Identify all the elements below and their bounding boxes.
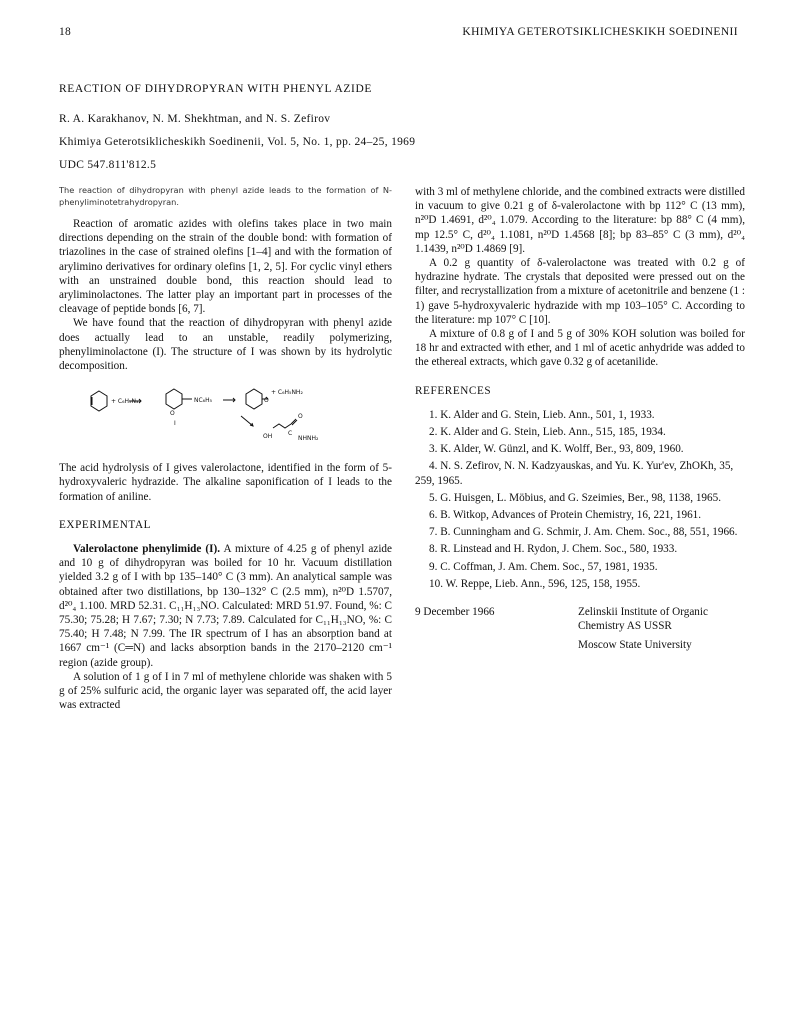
ring-oxygen-label: O — [170, 410, 175, 418]
reference-item: 3. K. Alder, W. Günzl, and K. Wolff, Ber., 93, 809, 1960. — [429, 443, 684, 456]
reference-item: 2. K. Alder and G. Stein, Lieb. Ann., 515, 185, 1934. — [429, 426, 666, 439]
reference-item: 9. C. Coffman, J. Am. Chem. Soc., 57, 1981, 1935. — [429, 560, 658, 573]
reference-item: 6. B. Witkop, Advances of Protein Chemistry, 16, 221, 1961. — [429, 509, 702, 522]
reference-item: 7. B. Cunningham and G. Schmir, J. Am. Chem. Soc., 88, 551, 1966. — [429, 526, 738, 539]
valerolactone-ring — [246, 389, 262, 409]
references-heading: REFERENCES — [415, 384, 492, 397]
compound-name: Valerolactone phenylimide (I). — [73, 543, 221, 556]
reference-item: 1. K. Alder and G. Stein, Lieb. Ann., 501, 1, 1933. — [429, 408, 655, 421]
carbonyl-oxygen-label: O — [264, 397, 269, 405]
reaction-scheme-drawing — [59, 382, 392, 449]
page-number: 18 — [59, 26, 71, 38]
intro-paragraph-1: Reaction of aromatic azides with olefins takes place in two main directions depending on the strain of the double bond: with formation of triazolines in the case of strained olefins [1–4] and with the formation of arylimino derivatives for ordinary olefins [1, 2, 5]. For cyclic vinyl ethers with an unstrained double bond, this reaction should lead to aryliminolactones. The latter play an important part in processes of the cleavage of peptide bonds [6, 7]. — [59, 218, 392, 316]
article-footer — [415, 605, 745, 665]
phenylimino-label: NC₆H₅ — [194, 397, 212, 405]
hydroxyl-label: OH — [263, 433, 273, 441]
hydrolysis-paragraph: The acid hydrolysis of I gives valerolactone, identified in the form of 5-hydroxyvaleric hydrazide. The alkaline saponification of I leads to the formation of aniline. — [59, 462, 392, 503]
intro-paragraph-2: We have found that the reaction of dihydropyran with phenyl azide does actually lead to an unstable, readily polymerizing, phenyliminolactone (I). The structure of I was shown by its hydrolytic decomposition. — [59, 317, 392, 373]
hydrazide-oxygen-label: O — [298, 413, 303, 421]
citation: Khimiya Geterotsiklicheskikh Soedinenii, Vol. 5, No. 1, pp. 24–25, 1969 — [59, 136, 416, 148]
reference-item: 8. R. Linstead and H. Rydon, J. Chem. Soc., 580, 1933. — [429, 543, 678, 556]
reagent-aniline: + C₆H₅NH₂ — [271, 389, 303, 397]
abstract: The reaction of dihydropyran with phenyl azide leads to the formation of N-phenyliminotetrahydropyran. — [59, 185, 392, 207]
reference-item: 10. W. Reppe, Lieb. Ann., 596, 125, 158, 1955. — [429, 577, 641, 590]
hydrazine-group-label: NHNH₂ — [298, 435, 319, 443]
compound-number-label: I — [174, 420, 176, 428]
hydrazide-carbon-label: C — [288, 430, 293, 438]
left-column — [59, 185, 392, 712]
paper-title: REACTION OF DIHYDROPYRAN WITH PHENYL AZIDE — [59, 83, 373, 95]
arrow-3 — [241, 416, 253, 426]
reaction-scheme — [59, 382, 392, 449]
reference-item: 5. G. Huisgen, L. Möbius, and G. Szeimies, Ber., 98, 1138, 1965. — [429, 491, 721, 504]
authors: R. A. Karakhanov, N. M. Shekhtman, and N. S. Zefirov — [59, 113, 331, 125]
affiliations — [578, 605, 748, 658]
imino-lactone-ring — [166, 389, 182, 409]
saponification-paragraph: A mixture of 0.8 g of I and 5 g of 30% KOH solution was boiled for 18 hr and extracted with ether, and 1 ml of acetic anhydride was added to the ethereal extracts, which gave 0.32 g of acetanilide. — [415, 328, 745, 369]
hydrazide-paragraph: A 0.2 g quantity of δ-valerolactone was treated with 0.2 g of hydrazine hydrate. The crystals that deposited were pressed out on the filter, and recrystallization from a mixture of acetonitrile and benzene (1 : 1) gave 5-hydroxyvaleric hydrazide with mp 103–105° C. According to the literature: mp 107° C [10]. — [415, 257, 745, 326]
affiliation-msu: Moscow State University — [578, 639, 692, 652]
reference-item: 4. N. S. Zefirov, N. N. Kadzyauskas, and Yu. K. Yur'ev, ZhOKh, 35, 259, 1965. — [415, 460, 734, 487]
right-column — [415, 185, 745, 665]
continued-paragraph: with 3 ml of methylene chloride, and the combined extracts were distilled in vacuum to give 0.21 g of δ-valerolactone with bp 112° C (13 mm), n²⁰D 1.4691, d²⁰₄ 1.079. According to the literature: bp 88° C (4 mm), mp 12.5° C, d²⁰₄ 1.1081, n²⁰D 1.4568 [8]; bp 83–85° C (3 mm), d²⁰₄ 1.1439, n²⁰D 1.4869 [9]. — [415, 186, 745, 255]
udc-code: UDC 547.811'812.5 — [59, 159, 157, 171]
experimental-paragraph-2: A solution of 1 g of I in 7 ml of methylene chloride was shaken with 5 g of 25% sulfuric acid, the organic layer was separated off, the acid layer was extracted — [59, 670, 392, 712]
dihydropyran-ring — [91, 391, 107, 411]
experimental-heading: EXPERIMENTAL — [59, 518, 152, 531]
experimental-paragraph-1 — [59, 542, 392, 670]
journal-name: KHIMIYA GETEROTSIKLICHESKIKH SOEDINENII — [462, 26, 738, 38]
reagent-phenyl-azide: + C₆H₅N₃ — [111, 398, 139, 406]
references-list — [415, 408, 745, 591]
experimental-paragraph-1-text: A mixture of 4.25 g of phenyl azide and 10 g of dihydropyran was boiled for 10 hr. Vacuum distillation yielded 3.2 g of I with bp 135–140° C (3 mm). An analytical sample was obtained after two distillations, bp 130–132° C (2.5 mm), n²⁰D 1.5707, d²⁰₄ 1.100. MRD 52.31. C₁₁H₁₃NO. Calculated: MRD 51.97. Found, %: C 75.30; 75.28; H 7.67; 7.30; N 7.73; 7.89. Calculated for C₁₁H₁₃NO, %: C 75.40; H 7.48; N 7.99. The IR spectrum of I has an absorption band at 1667 cm⁻¹ (C═N) and lacks absorption bands in the 2170–2120 cm⁻¹ region (azide group). — [59, 543, 392, 669]
hydrazide-chain — [273, 424, 291, 428]
affiliation-zelinskii: Zelinskii Institute of Organic Chemistry AS USSR — [578, 606, 708, 633]
date-received: 9 December 1966 — [415, 606, 495, 619]
